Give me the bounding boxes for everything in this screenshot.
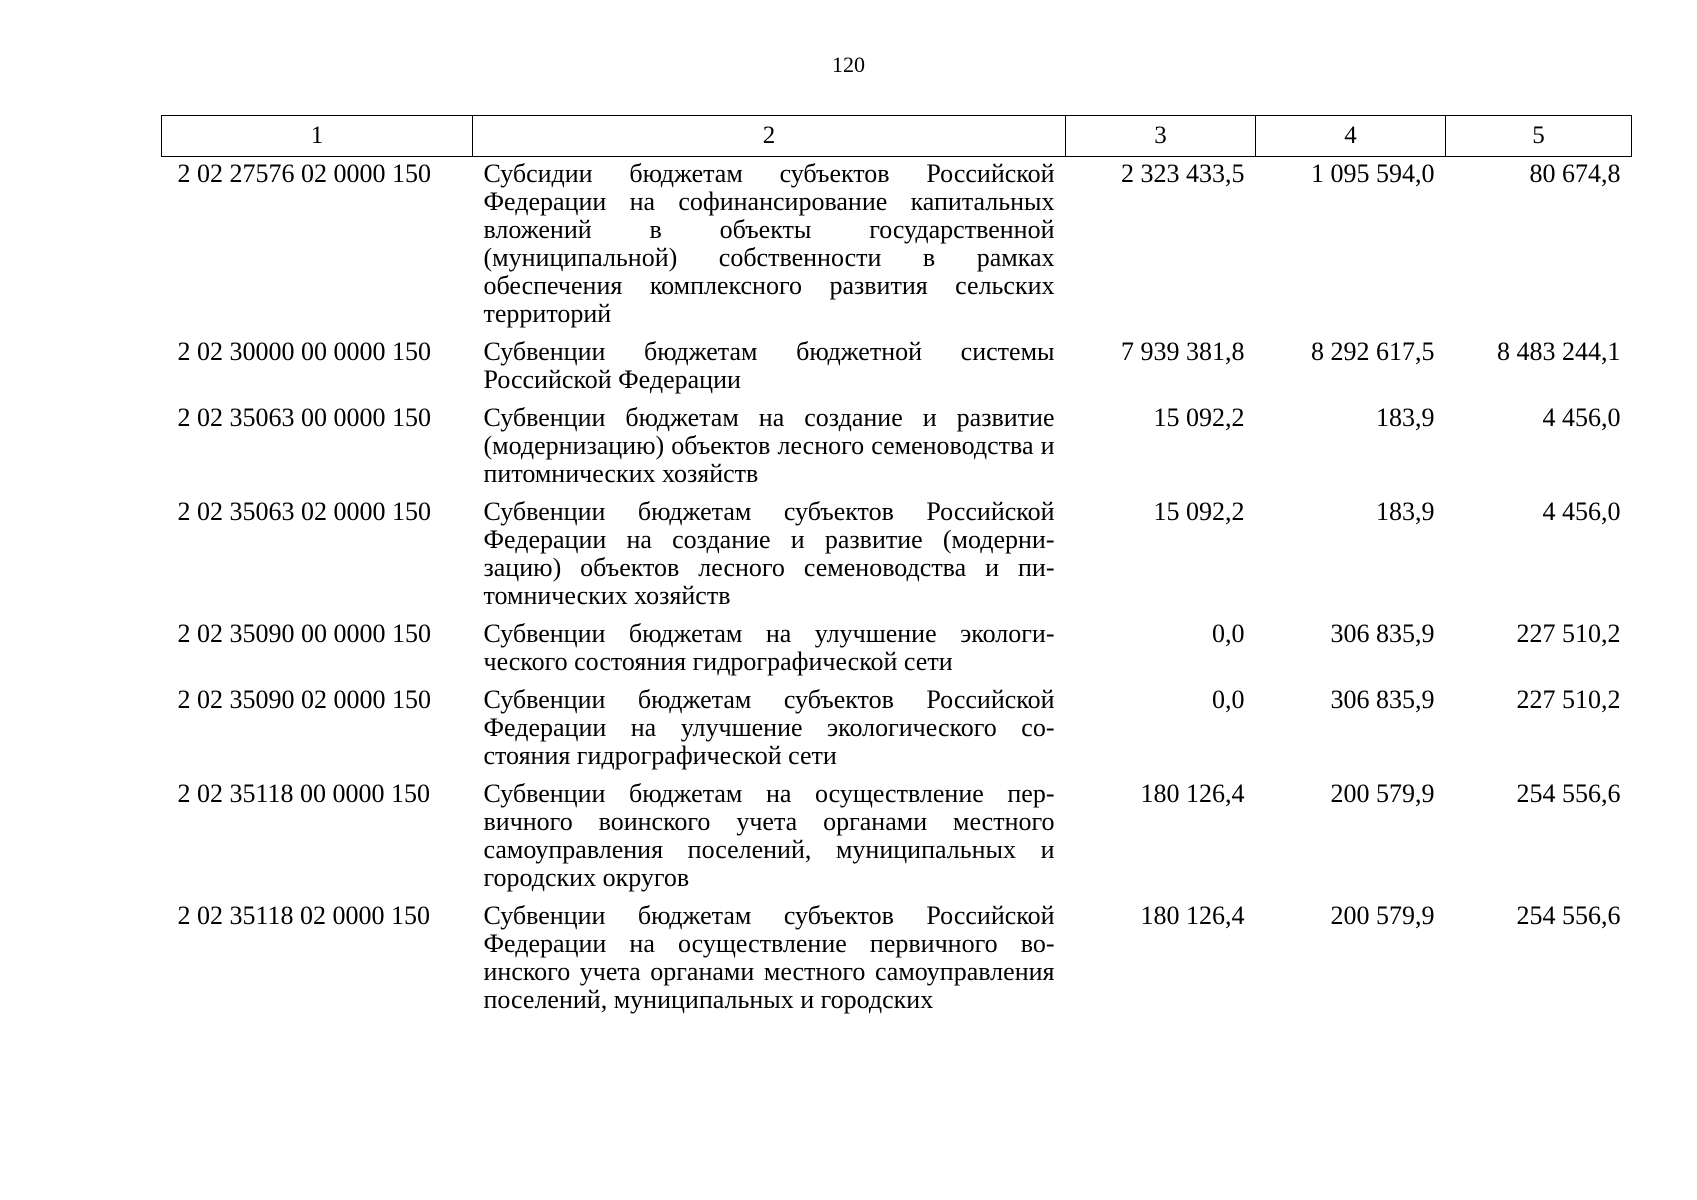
budget-description: Субвенции бюджетам субъектов Российской Федерации на создание и развитие (модернизацию) объектов лесного семеноводства и питомнических хозяйств: [483, 497, 1055, 610]
amount-col5: 254 556,6: [1516, 779, 1621, 808]
amount-col3: 180 126,4: [1140, 779, 1245, 808]
amount-col4: 1 095 594,0: [1311, 159, 1435, 188]
budget-code: 2 02 35063 00 0000 150: [177, 403, 431, 432]
amount-col4: 183,9: [1376, 497, 1435, 526]
amount-col5: 4 456,0: [1542, 497, 1621, 526]
budget-description: Субвенции бюджетам на улучшение экологического состояния гидрографической сети: [483, 619, 1055, 676]
table-row: [162, 682, 1632, 776]
budget-table: [161, 115, 1632, 1020]
header-cell-2: 2: [473, 116, 1066, 157]
amount-col4: 200 579,9: [1330, 779, 1435, 808]
amount-col3: 15 092,2: [1153, 403, 1245, 432]
table-row: [162, 494, 1632, 616]
table-row: [162, 616, 1632, 682]
amount-col5: 80 674,8: [1529, 159, 1621, 188]
amount-col4: 306 835,9: [1330, 685, 1435, 714]
budget-code: 2 02 35118 02 0000 150: [177, 901, 431, 930]
header-cell-4: 4: [1256, 116, 1446, 157]
table-row: [162, 776, 1632, 898]
amount-col5: 227 510,2: [1516, 619, 1621, 648]
budget-description: Субвенции бюджетам субъектов Российской Федерации на улучшение экологического состояния гидрографической сети: [483, 685, 1055, 770]
budget-description: Субвенции бюджетам на осуществление первичного воинского учета органами местного самоуправления поселений, муниципальных и городских округов: [483, 779, 1055, 892]
page-number: 120: [832, 52, 865, 77]
header-cell-3: 3: [1066, 116, 1256, 157]
budget-description: Субвенции бюджетам субъектов Российской Федерации на осуществление первичного воинского учета органами местного самоуправления поселений, муниципальных и городских: [483, 901, 1055, 1014]
amount-col5: 8 483 244,1: [1497, 337, 1621, 366]
amount-col5: 254 556,6: [1516, 901, 1621, 930]
amount-col3: 15 092,2: [1153, 497, 1245, 526]
budget-code: 2 02 35118 00 0000 150: [177, 779, 431, 808]
amount-col5: 4 456,0: [1542, 403, 1621, 432]
amount-col3: 0,0: [1212, 685, 1245, 714]
budget-code: 2 02 27576 02 0000 150: [177, 159, 431, 188]
budget-code: 2 02 35063 02 0000 150: [177, 497, 431, 526]
table-row: [162, 334, 1632, 400]
header-cell-5: 5: [1446, 116, 1632, 157]
amount-col5: 227 510,2: [1516, 685, 1621, 714]
table-row: [162, 157, 1632, 335]
budget-description: Субвенции бюджетам бюджетной системы Российской Федерации: [483, 337, 1055, 394]
budget-description: Субвенции бюджетам на создание и развитие (модернизацию) объектов лесного семеноводства и питомнических хозяйств: [483, 403, 1055, 488]
amount-col3: 2 323 433,5: [1121, 159, 1245, 188]
budget-code: 2 02 35090 00 0000 150: [177, 619, 431, 648]
amount-col4: 200 579,9: [1330, 901, 1435, 930]
table-row: [162, 898, 1632, 1020]
header-row: [162, 116, 1632, 157]
budget-description: Субсидии бюджетам субъектов Российской Федерации на софинансирование капитальных вложений в объекты государственной (муниципальной) собственности в рамках обеспечения комплексного развития сельских территорий: [483, 159, 1055, 328]
amount-col3: 0,0: [1212, 619, 1245, 648]
amount-col4: 8 292 617,5: [1311, 337, 1435, 366]
budget-code: 2 02 30000 00 0000 150: [177, 337, 431, 366]
header-cell-1: 1: [162, 116, 473, 157]
table-row: [162, 400, 1632, 494]
budget-code: 2 02 35090 02 0000 150: [177, 685, 431, 714]
amount-col4: 306 835,9: [1330, 619, 1435, 648]
amount-col4: 183,9: [1376, 403, 1435, 432]
amount-col3: 180 126,4: [1140, 901, 1245, 930]
amount-col3: 7 939 381,8: [1121, 337, 1245, 366]
